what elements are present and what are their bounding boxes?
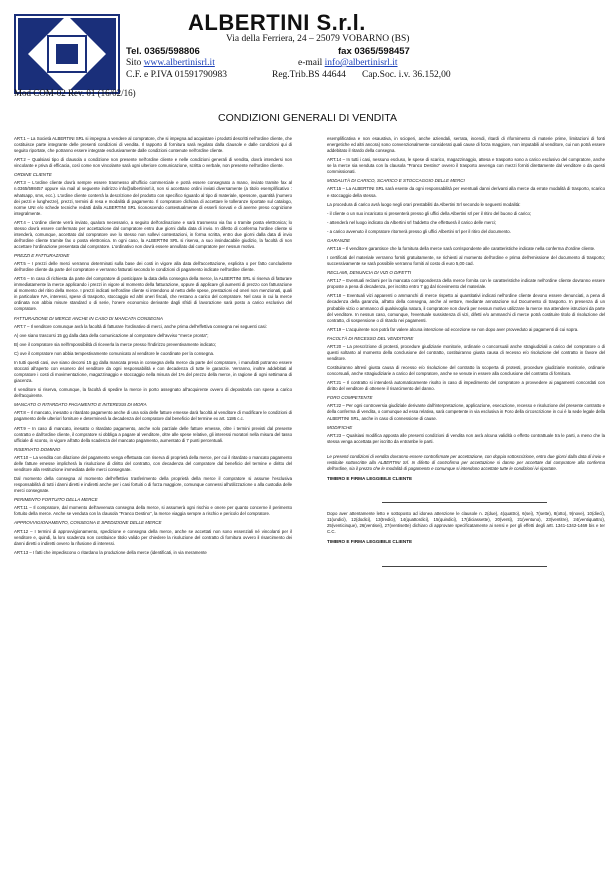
article-paragraph: ART.17 – Eventuali reclami per la mancata corrispondenza della merce fornita con le caratteristiche indicate nell'ordine cliente dovranno essere proposte a pena di decadenza, per iscritto entro 7 gg dal ricevimento del materiale. (327, 278, 605, 290)
terms-left-column (14, 136, 292, 559)
section-heading: ORDINE CLIENTE (14, 172, 52, 178)
article-paragraph: ART.2 – Qualsiasi tipo di clausola o condizione non presente nell'ordine cliente e nelle condizioni generali di vendita, dovrà intendersi non vincolante e priva di efficacia, così come non vincolante sarà ogni ulteriore comunicazione, scritta o verbale, non presente nell'ordine cliente. (14, 157, 292, 169)
company-logo (14, 14, 120, 94)
article-paragraph: Il venditore si riserva, comunque, la facoltà di spedire la merce in porto assegnato all'acquirente ovvero di depositarla con spese a carico dell'acquirente. (14, 387, 292, 399)
article-paragraph: ART.22 – Per ogni controversia giudiziale derivante dall'interpretazione, applicazione, esecuzione, recesso e risoluzione del presente contratto e della conferma di vendita, o comunque ad essa relativa, sarà competente in via esclusiva in Foro della circoscrizione in cui è la sede legale della ALBERTINI SRL, anche in caso di connessione di cause. (327, 403, 605, 421)
section-heading: GARANZIE (327, 237, 351, 243)
article-paragraph: - il cliente o un suo incaricato si presenterà presso gli uffici della Albertini srl per il ritiro del buono di carico; (327, 210, 532, 216)
article-paragraph: Dopo aver attentamente letto e sottoposto ad idonea attenzione le clausole n. 2(due), 4(quattro), 6(sei), 7(sette), 8(otto), 9(nove), 10(dieci), 11(undici), 12(dodici), 13(tredici), 14(quattordici), 15(quindici), 17(diciassette), 20(venti), 21(ventuno), 23(ventitre), 24(ventiquattro), 25(venticinque), 26(ventisei), 27(ventisette) dichiaro di approvare specificatamente ai sensi e per gli effetti degli artt. 1341-1342-1469 bis e ter C.C. (327, 511, 605, 535)
article-paragraph: ART.19 – L'acquirente non potrà far valere alcuna intenzione od eccezione se non dopo aver provveduto ai pagamenti di cui sopra. (327, 326, 579, 332)
section-heading: MANCATO O RITARDATO PAGAMENTO E INTERESSI DI MORA (14, 402, 147, 408)
section-heading: RISERVATO DOMINIO (14, 446, 61, 452)
document-revision: Mod COM-02 Rev. 01 (16/02/16) (14, 88, 136, 98)
signature-label: TIMBRO E FIRMA LEGGIBILE CLIENTE (327, 476, 413, 481)
fax-number: fax 0365/598457 (338, 46, 410, 57)
article-paragraph: ART.7 – Il venditore comunque avrà la facoltà di fatturare l'ordinativo di merci, anche prima dell'effettiva consegna nei seguenti casi: (14, 323, 267, 329)
page-title: CONDIZIONI GENERALI DI VENDITA (218, 112, 397, 124)
article-paragraph: Costituiranno altresì giusta causa di recesso e/o risoluzione del contratto la scoperta di protesti, procedure giudiziarie monitorie, ordinarie concorsuali, anche stragiudiziarie a carico del compratore, anche se venute in essere alla conclusione del contratto di fornitura. (327, 365, 605, 377)
article-paragraph: A) ove siano trascorsi 15 gg dalla data della comunicazione al compratore dell'avviso "merce pronta"; (14, 332, 209, 338)
site-label: Sito (126, 58, 142, 68)
section-heading: PERIMENTO FORTUITO DELLA MERCE (14, 497, 98, 503)
signature-label: TIMBRO E FIRMA LEGGIBILE CLIENTE (327, 539, 413, 545)
section-heading: FORO COMPETENTE (327, 395, 373, 401)
article-paragraph: - attenderà nel luogo indicato da Albertini srl l'addetto che effettuerà il carico delle merci; (327, 219, 497, 225)
article-paragraph: ART.5 – I prezzi delle merci verranno determinati sulla base dei costi in vigore alla data dell'accettazione, esplicita o per fatto concludente dell'ordine cliente da parte del compratore e verranno fatturati secondo le condizioni di pagamento indicate nell'ordine cliente. (14, 261, 292, 273)
article-paragraph: ART.18 – Eventuali vizi apparenti o ammanchi di merce rispetto ai quantitativi indicati nell'ordine cliente devono essere denunciati, a pena di decadenza della garanzia, all'atto della consegna, anche al vettore, mediante annotazione sul Documento di trasporto. In presenza di un probabile vizio o ammanco di qualsivoglia natura, il compratore non dovrà per nessun motivo utilizzare la merce ma attendere istruzioni da parte del venditore. In nessun caso, comunque, l'eventuale sussistenza di vizi, difetti e/o ammanchi di merce potrà costituire titolo di risoluzione del contratto, di sospensione o di ritardo nei pagamenti. (327, 293, 605, 323)
article-paragraph: ART.4 – L'ordine cliente verrà inviato, qualora necessario, a seguito dell'ordinazione e sarà trasmesso via fax o tramite posta elettronica; lo stesso dovrà essere confermato per accettazione dal compratore entro due giorni dalla data di invio. In difetto di conferma l'ordine cliente si intenderà, comunque, accettato dal compratore ove lo stesso non sollevi contestazioni, in forma scritta, entro due giorni dalla data di invio dell'ordine cliente tramite fax o posta elettronica. In ogni caso, la ALBERTINI SRL si riserva, a suo insindacabile giudizio, la facoltà di non accettare l'ordinazione presentata dal compratore. L'ordinativo non dovrà essere annullato dal compratore per nessun motivo. (14, 219, 292, 249)
company-address: Via della Ferriera, 24 – 25079 VOBARNO (BS) (226, 34, 410, 44)
article-paragraph: ART.15 – La ALBERTINI SRL sarà esente da ogni responsabilità per eventuali danni derivanti alla merce da errate modalità di trasporto, scarico e stoccaggio della stessa. (327, 186, 605, 198)
company-name: ALBERTINI S.r.l. (188, 10, 366, 35)
email-label: e-mail (298, 58, 323, 68)
section-heading: MODIFICHE (327, 424, 353, 430)
article-paragraph: ART.13 – I fatti che impediscono o ritardano la produzione della merce (identificati, in via meramente (14, 549, 207, 555)
article-paragraph: ART.10 – La vendita con dilazione del pagamento venga effettuata con riserva di proprietà della merce, per cui il ritardato o mancato pagamento delle fatture emesse implicherà la risoluzione di diritto del contratto, con decadenza del compratore dal beneficio del termine e diritto del venditore alla restituzione immediata delle merci consegnate. (14, 454, 292, 472)
article-paragraph: ART.23 – Qualsiasi modifica apposta alle presenti condizioni di vendita non avrà alcuna validità o effetto contrattuale tra le parti, a meno che la stessa venga accettata per iscritto da entrambe le parti. (327, 432, 605, 444)
vat-number: C.F. e P.IVA 01591790983 (126, 70, 227, 80)
article-paragraph: esemplificativa e non esaustiva, in scioperi, anche aziendali, serrata, incendi, ritardi di rifornimento di materie prime, limitazioni di fonti energetiche ed altri ancora) sono convenzionalmente considerati quali cause di forza maggiore, non imputabili al venditore, cui non potrà essere addebitato il ritardo della consegna. (327, 136, 605, 154)
article-paragraph: C) ove il compratore non abbia tempestivamente comunicato al venditore le coordinate per la consegna. (14, 350, 215, 356)
section-heading: FACOLTÀ DI RECESSO DEL VENDITORE (327, 335, 414, 341)
article-paragraph: ART.6 – In caso di richiesta da parte del compratore di posticipare la data della consegna della merce, la ALBERTINI SRL si riserva di fatturare immediatamente la merce applicando i prezzi in vigore al momento della fatturazione, oppure di applicare gli aumenti di prezzo con fatturazione al momento del ritiro della merce. I prezzi indicati nell'ordine cliente si intendono al netto delle spese, prestazioni ed oneri non menzionati, quali in particolare IVA, interessi, spese di trasporto, stoccaggio ed altri oneri fiscali, che restano a carico del compratore. Nel caso in cui la merce ordinata non abbia misure standard o di serie, l'onere economico derivante dagli sfridi di lavorazione sarà posto a carico esclusivo del compratore. (14, 276, 292, 312)
article-paragraph: ART.11 – Il compratore, dal momento dell'avvenuta consegna della merce, si assumerà ogni rischio e onere per quanto concerne il perimento fortuito della merce. Anche se venduta con la clausola "Franco Destino", la merce viaggia sempre a rischio e pericolo del compratore. (14, 505, 292, 517)
article-paragraph: B) ove il compratore sia nell'impossibilità di riceverla la merce presso l'indirizzo preventivamente indicato; (14, 341, 217, 347)
share-capital: Cap.Soc. i.v. 36.152,00 (362, 70, 451, 80)
article-paragraph: In tutti questi casi, ove siano decorsi 15 gg dalla mancata presa in consegna della merce da parte del compratore, i manufatti potranno essere stoccati all'aperto con esonero del venditore da ogni responsabilità e con decadenza di tutte le garanzie. Verranno, inoltre addebitati al compratore i costi di movimentazione, magazzinaggio e stoccaggio nella misura del 1% del prezzo della merce, in ragione di ogni settimana di giacenza. (14, 359, 292, 384)
website-link[interactable]: www.albertinisrl.it (143, 58, 215, 68)
article-paragraph: ART.20 – La prescrizione di protesti, procedure giudiziarie monitorie, ordinarie o concorsuali anche stragiudiziali a carico del compratore o di questi soltanto al momento della conclusione del contratto, costituiranno giusta causa di recesso e/o risoluzione del contratto in favore del venditore. (327, 343, 605, 361)
article-paragraph: - a carico avvenuto il compratore ritornerà presso gli uffici Albertini srl per il ritiro del documento. (327, 228, 511, 234)
phone-number: Tel. 0365/598806 (126, 46, 200, 57)
article-paragraph: Dal momento della consegna al momento dell'effettivo trasferimento della proprietà della merce il compratore si assume l'esclusiva responsabilità di tutti i danni diretti e indiretti anche per i casi fortuiti o di forza maggiore, comunque connessi all'utilizzazione o alla custodia delle merci consegnate. (14, 475, 292, 494)
section-heading: RECLAMI, DENUNCIA DI VIZI O DIFETTI (327, 270, 412, 276)
article-paragraph: ART.3 – L'ordine cliente dovrà sempre essere trasmesso all'ufficio commerciale e potrà essere consegnato a mano, inviato tramite fax al n.0365/598457 oppure via mail al seguente indirizzo info@albertinisrl.it, non si accettano ordini inviati diversamente (a titolo esemplificativo : whatsapp, sms, ecc.). L'ordine cliente conterrà la descrizione del prodotto con specifico riguardo al tipo di materiale, spessore, quantità (numero dei pezzi e lunghezze), prezzi, termini di resa e modalità di pagamento. Il compratore dichiara di accettare le tolleranze riportate sul catalogo, norme UNI e/o schede tecniche redatti dalla ALBERTINI SRL riconoscendo contestualmente di esserli ricevuti e di averne preso cognizione integralmente. (14, 180, 292, 216)
section-heading: PREZZI E FATTURAZIONE (14, 252, 70, 258)
article-paragraph: La procedura di carico avrà luogo negli orari prestabiliti da Albertini Srl secondo le seguenti modalità: (327, 201, 521, 207)
email-link[interactable]: info@albertinisrl.it (324, 58, 398, 68)
section-heading: MODALITÀ DI CARICO, SCARICO E STOCCAGGIO DELLE MERCI (327, 178, 465, 184)
article-paragraph: ART.21 – Il contratto si intenderà automaticamente risolto in caso di impedimento del compratore a provvedere ai pagamenti concordati con diritto del venditore di ottenere il risarcimento del danno. (327, 380, 605, 392)
article-paragraph: ART.12 – I termini di approvvigionamento, spedizione e consegna della merce, anche se accettati non sono essenziali né vincolanti per il venditore e, quindi, la loro scadenza non costituisce titolo valido per chiedere la risoluzione del contratto di fornitura ovvero il risarcimento dei danni diretti o indiretti ovvero la rifusione di interessi. (14, 528, 292, 546)
terms-right-column (327, 136, 605, 575)
registry-number: Reg.Trib.BS 44644 (272, 70, 346, 80)
section-heading: APPROVVIGIONAMENTO, CONSEGNA E SPEDIZIONE DELLE MERCE (14, 520, 162, 526)
section-heading: FATTURAZIONE DI MERCE ANCHE IN CASO DI MANCATA CONSEGNA (14, 315, 163, 321)
signature-line (382, 490, 547, 503)
article-paragraph: ART.8 – Il mancato, inesatto o ritardato pagamento anche di una sola delle fatture emesse darà facoltà al venditore di modificare le condizioni di pagamento delle ulteriori forniture e determinerà la decadenza del compratore dal beneficio del termine ex art. 1186 c.c. (14, 410, 292, 422)
article-paragraph: ART.9 – In caso di mancato, inesatto o ritardato pagamento, anche solo parziale delle fatture emesse, oltre i termini previsti dal presente contratto e dall'ordine cliente, il compratore si obbliga a pagare al venditore, oltre alle spese relative, gli interessi moratori nella misura del tasso ufficiale di sconto, in vigore all'atto della scadenza del mancato pagamento, aumentato di 7 punti percentuali. (14, 425, 292, 443)
article-paragraph: ART.16 – Il venditore garantisce che la fornitura della merce sarà corrispondente alle caratteristiche indicate nella conferma d'ordine cliente. (327, 245, 596, 251)
article-paragraph: ART.14 – In tutti i casi, nessuno escluso, le spese di scarico, magazzinaggio, attesa e trasporto sono a carico esclusivo del compratore, anche se la merce sia venduta con la clausola "Franco Destino" ovvero il trasporto avvenga con mezzi forniti direttamente dal venditore o da questi commissionati. (327, 157, 605, 175)
article-paragraph: ART.1 – La Società ALBERTINI SRL si impegna a vendere al compratore, che si impegna ad acquistare i prodotti descritti nell'ordine cliente, che costituisce parte integrante delle presenti condizioni di vendita. Il rapporto di fornitura sarà regolato dalla clausole e dalle condizioni qui di seguito riportate, che potranno essere integrate esclusivamente dalle condizioni contenute nell'ordine cliente. (14, 136, 292, 154)
signature-line (382, 554, 547, 567)
article-paragraph: I certificati del materiale verranno forniti gratuitamente, se richiesti al momento dell'ordine e prima dell'emissione del documento di trasporto; successivamente se sarà possibile verranno forniti al costo di euro 5,00 cad. (327, 255, 605, 267)
acceptance-note: Le presenti condizioni di vendita dovranno essere controfirmate per accettazione, con doppia sottoscrizione, entro due giorni dalla data di invio e restituite sottoscritte alla ALBERTINI Srl. In difetto di controfirma per accettazione si danno per accettate dal compratore alla conferma dell'ordine, sia il prezzo che le modalità di pagamento e comunque si intendono accettate tutte le condizioni ivi riportate. (327, 453, 605, 471)
